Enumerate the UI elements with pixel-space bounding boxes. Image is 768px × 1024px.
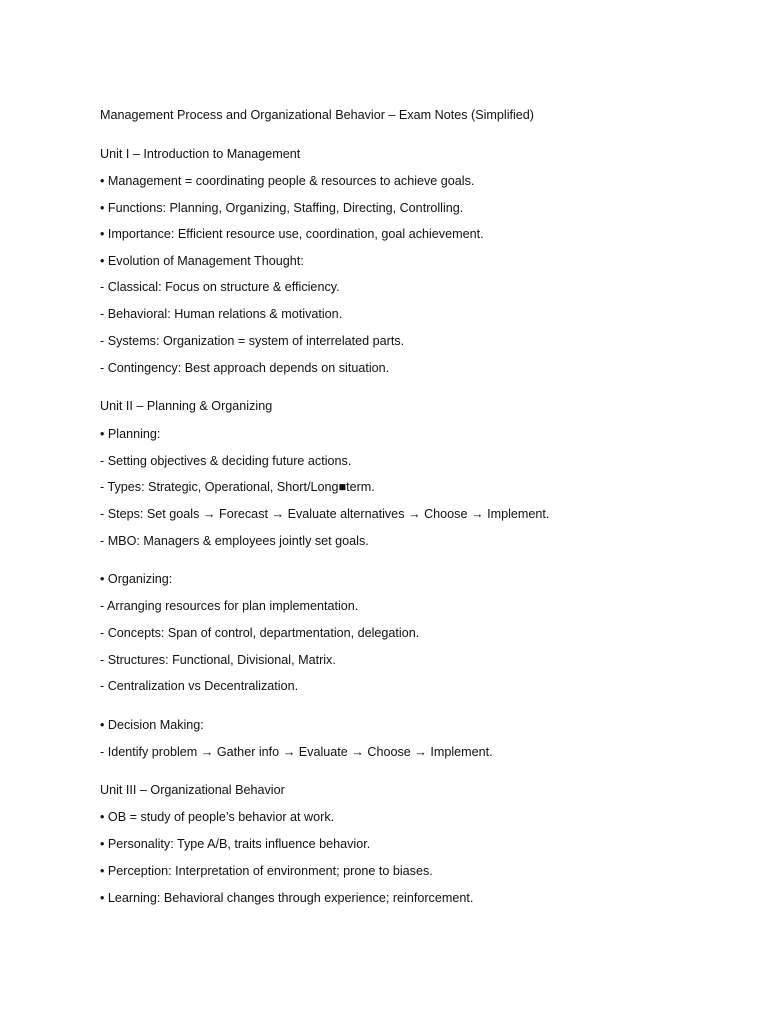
- unit-3-heading: Unit III – Organizational Behavior: [100, 783, 285, 797]
- planning-line-5: - MBO: Managers & employees jointly set goals.: [100, 534, 369, 548]
- unit-1-line-2: • Functions: Planning, Organizing, Staffing, Directing, Controlling.: [100, 201, 464, 215]
- unit-3-line-3: • Perception: Interpretation of environment; prone to biases.: [100, 864, 433, 878]
- organizing-line-2: - Arranging resources for plan implementation.: [100, 599, 359, 613]
- planning-line-2: - Setting objectives & deciding future actions.: [100, 454, 352, 468]
- unit-3-line-1: • OB = study of people’s behavior at work.: [100, 810, 335, 824]
- unit-2-heading: Unit II – Planning & Organizing: [100, 399, 273, 413]
- planning-line-1: • Planning:: [100, 427, 161, 441]
- decision-line-1: • Decision Making:: [100, 718, 204, 732]
- organizing-line-3: - Concepts: Span of control, departmentation, delegation.: [100, 626, 420, 640]
- unit-1-line-7: - Systems: Organization = system of interrelated parts.: [100, 334, 405, 348]
- unit-3-line-4: • Learning: Behavioral changes through experience; reinforcement.: [100, 891, 474, 905]
- unit-3-line-2: • Personality: Type A/B, traits influence behavior.: [100, 837, 371, 851]
- organizing-line-4: - Structures: Functional, Divisional, Matrix.: [100, 653, 336, 667]
- organizing-line-5: - Centralization vs Decentralization.: [100, 679, 299, 693]
- unit-1-line-8: - Contingency: Best approach depends on situation.: [100, 361, 390, 375]
- unit-1-line-1: • Management = coordinating people & resources to achieve goals.: [100, 174, 475, 188]
- planning-line-3: - Types: Strategic, Operational, Short/Long■term.: [100, 480, 375, 494]
- unit-1-line-3: • Importance: Efficient resource use, coordination, goal achievement.: [100, 227, 484, 241]
- unit-1-heading: Unit I – Introduction to Management: [100, 147, 301, 161]
- organizing-line-1: • Organizing:: [100, 572, 173, 586]
- planning-line-4: - Steps: Set goals → Forecast → Evaluate alternatives → Choose → Implement.: [100, 507, 550, 521]
- document-title: Management Process and Organizational Behavior – Exam Notes (Simplified): [100, 108, 534, 122]
- unit-1-line-6: - Behavioral: Human relations & motivation.: [100, 307, 343, 321]
- unit-1-line-5: - Classical: Focus on structure & efficiency.: [100, 280, 340, 294]
- unit-1-line-4: • Evolution of Management Thought:: [100, 254, 304, 268]
- decision-line-2: - Identify problem → Gather info → Evaluate → Choose → Implement.: [100, 745, 493, 759]
